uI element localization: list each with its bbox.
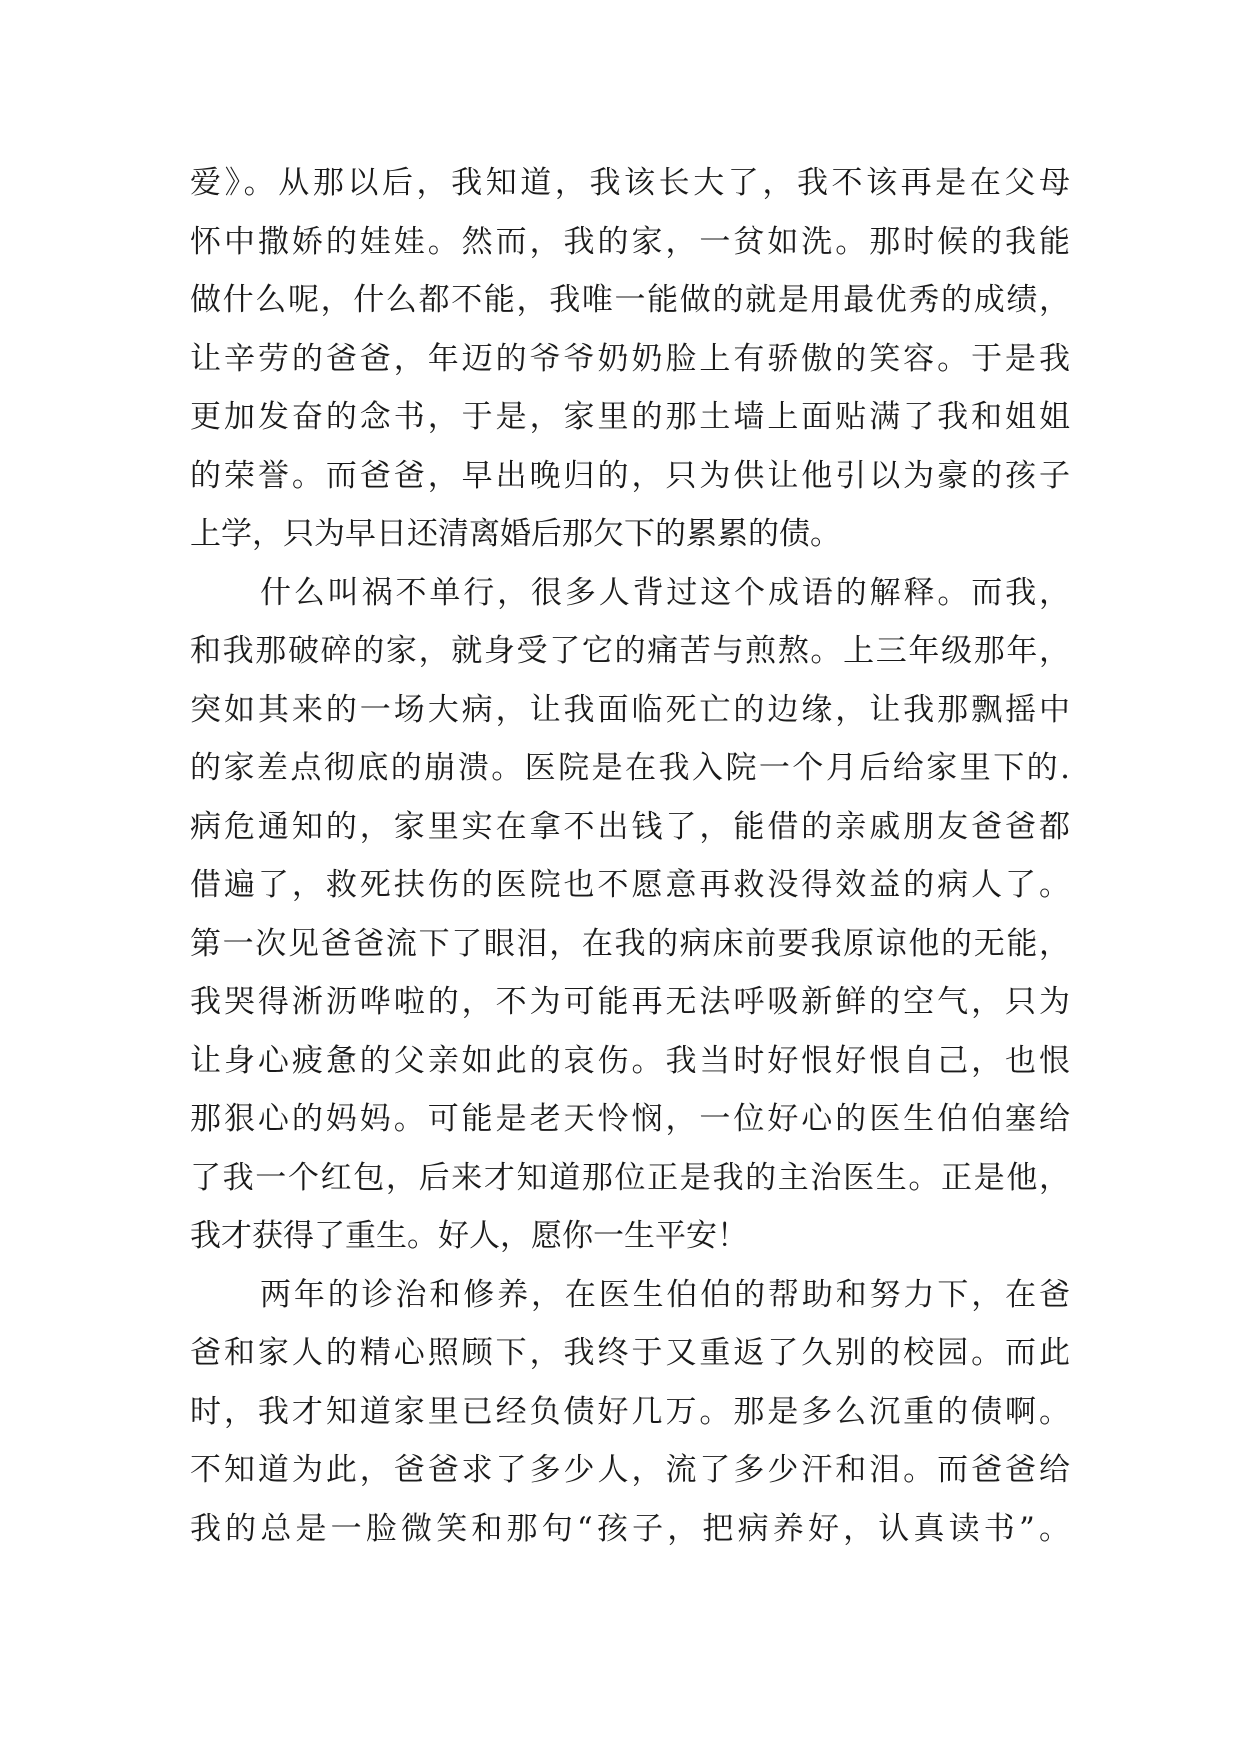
text-line: 让身心疲惫的父亲如此的哀伤。我当时好恨好恨自己，也恨 — [190, 1042, 1070, 1079]
text-line: 病危通知的，家里实在拿不出钱了，能借的亲戚朋友爸爸都 — [190, 808, 1070, 845]
text-line: 第一次见爸爸流下了眼泪，在我的病床前要我原谅他的无能， — [190, 925, 1070, 962]
text-line: 我的总是一脸微笑和那句“孩子，把病养好，认真读书”。 — [190, 1510, 1070, 1547]
text-line: 的家差点彻底的崩溃。医院是在我入院一个月后给家里下的. — [190, 750, 1070, 786]
text-line: 做什么呢，什么都不能，我唯一能做的就是用最优秀的成绩， — [190, 282, 1070, 318]
text-line: 和我那破碎的家，就身受了它的痛苦与煎熬。上三年级那年， — [190, 633, 1070, 669]
text-line: 上学，只为早日还清离婚后那欠下的累累的债。 — [190, 516, 841, 552]
text-line: 时，我才知道家里已经负债好几万。那是多么沉重的债啊。 — [190, 1393, 1070, 1430]
paragraph-start-line: 什么叫祸不单行，很多人背过这个成语的解释。而我， — [260, 574, 1070, 611]
text-line: 爱》。从那以后，我知道，我该长大了，我不该再是在父母 — [190, 165, 1070, 201]
text-line: 我哭得淅沥哗啦的，不为可能再无法呼吸新鲜的空气，只为 — [190, 984, 1070, 1020]
text-line: 突如其来的一场大病，让我面临死亡的边缘，让我那飘摇中 — [190, 691, 1070, 728]
text-line: 爸和家人的精心照顾下，我终于又重返了久别的校园。而此 — [190, 1335, 1070, 1371]
text-line: 我才获得了重生。好人，愿你一生平安！ — [190, 1218, 748, 1254]
text-line: 了我一个红包，后来才知道那位正是我的主治医生。正是他， — [190, 1159, 1070, 1196]
text-line: 不知道为此，爸爸求了多少人，流了多少汗和泪。而爸爸给 — [190, 1452, 1070, 1488]
text-line: 让辛劳的爸爸，年迈的爷爷奶奶脸上有骄傲的笑容。于是我 — [190, 340, 1070, 377]
text-line: 怀中撒娇的娃娃。然而，我的家，一贫如洗。那时候的我能 — [190, 223, 1070, 260]
paragraph-start-line: 两年的诊治和修养，在医生伯伯的帮助和努力下，在爸 — [260, 1276, 1070, 1313]
text-line: 那狠心的妈妈。可能是老天怜悯，一位好心的医生伯伯塞给 — [190, 1101, 1070, 1137]
body-text — [190, 154, 1070, 1558]
text-line: 更加发奋的念书，于是，家里的那土墙上面贴满了我和姐姐 — [190, 399, 1070, 435]
text-line: 的荣誉。而爸爸，早出晚归的，只为供让他引以为豪的孩子 — [190, 457, 1070, 494]
text-line: 借遍了，救死扶伤的医院也不愿意再救没得效益的病人了。 — [190, 867, 1070, 903]
